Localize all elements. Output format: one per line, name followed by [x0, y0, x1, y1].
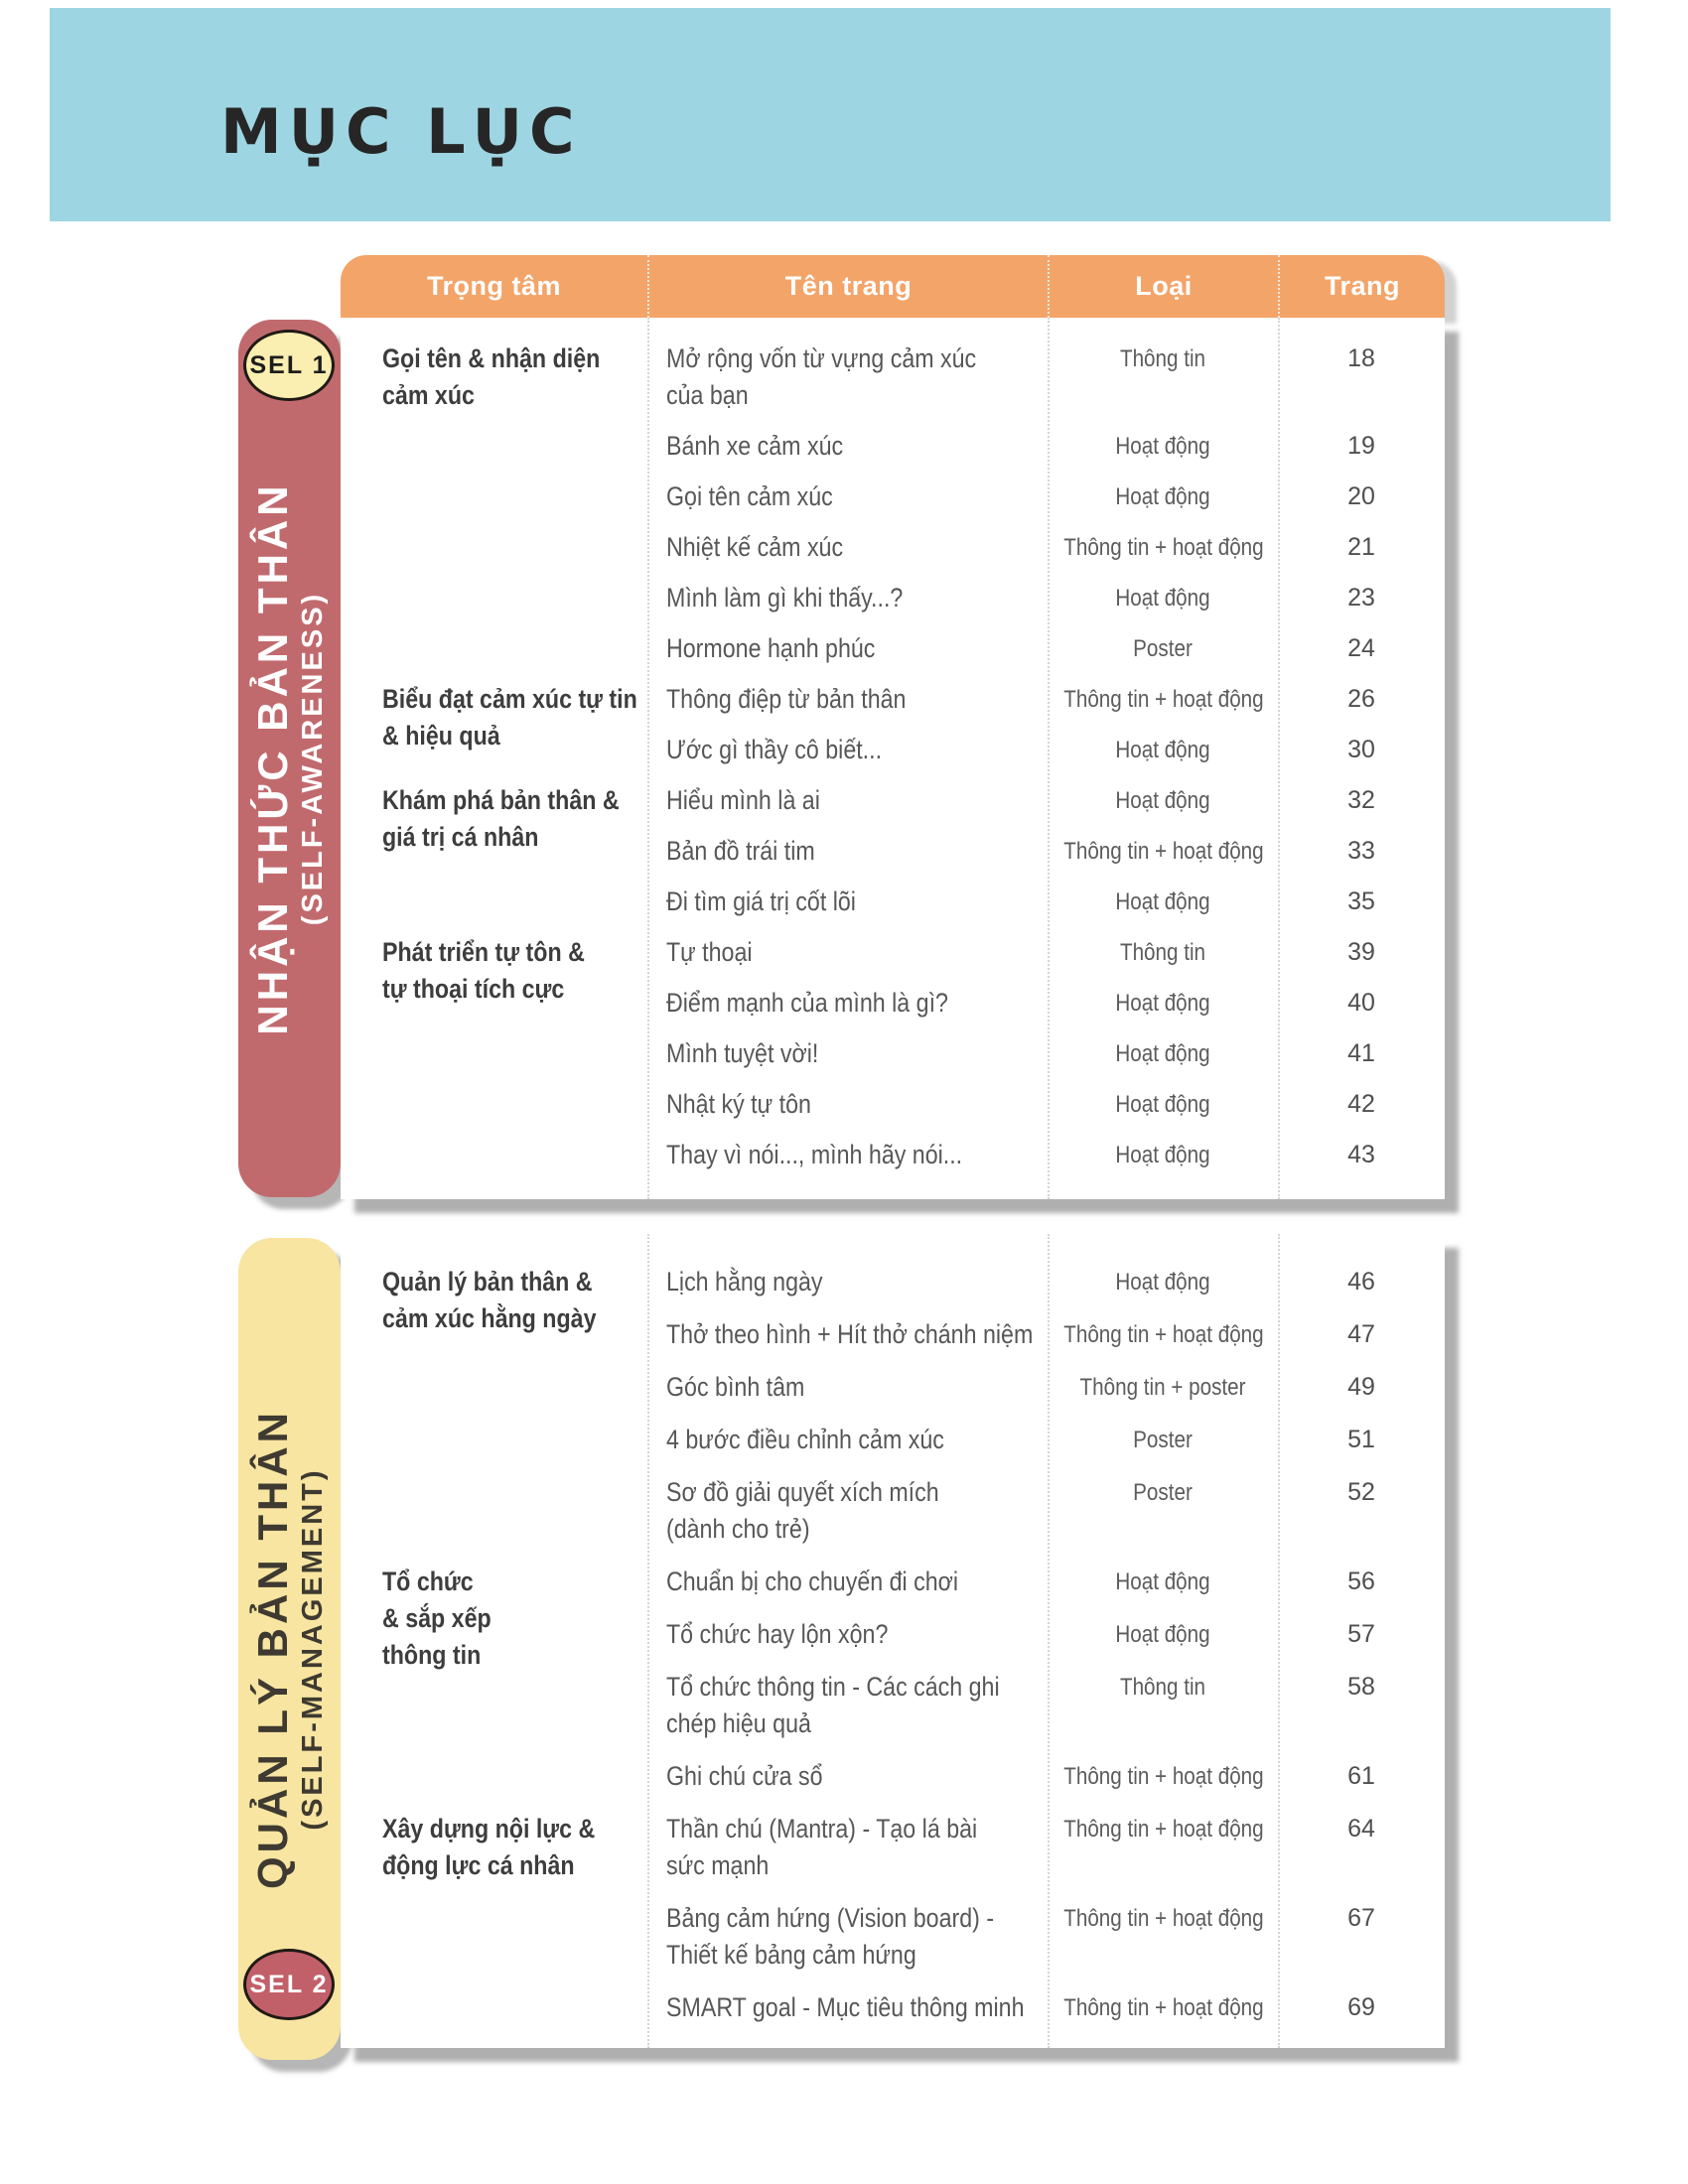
focus-line: Phát triển tự tôn & — [382, 937, 585, 967]
focus-cell — [341, 1256, 647, 1345]
section-label-main: NHẬN THỨC BẢN THÂN — [248, 481, 296, 1035]
focus-line: Gọi tên & nhận diện — [382, 343, 601, 373]
toc-row — [647, 1803, 1445, 1892]
focus-cell — [341, 775, 647, 863]
row-title: Tự thoại — [666, 937, 753, 967]
row-title: Bánh xe cảm xúc — [666, 431, 844, 461]
toc-row — [647, 1308, 1445, 1361]
row-page: 26 — [1347, 685, 1375, 713]
toc-group — [341, 775, 1445, 927]
row-page: 51 — [1347, 1426, 1375, 1453]
row-type: Thông tin + poster — [1079, 1374, 1246, 1401]
row-page: 49 — [1347, 1373, 1375, 1401]
row-title: Hormone hạnh phúc — [666, 633, 876, 663]
row-title: Tổ chức thông tin - Các cách ghi chép hiệu quả — [666, 1672, 1000, 1738]
page-title: MỤC LỤC — [220, 95, 582, 168]
row-type: Hoạt động — [1115, 787, 1210, 814]
row-type: Thông tin + hoạt động — [1063, 838, 1264, 865]
row-title: Thay vì nói..., mình hãy nói... — [666, 1140, 963, 1169]
row-title: SMART goal - Mục tiêu thông minh — [666, 1992, 1025, 2022]
toc-group — [341, 1556, 1445, 1803]
focus-line: & sắp xếp — [382, 1603, 492, 1633]
toc-group — [341, 927, 1445, 1180]
toc-row — [647, 1892, 1445, 1981]
toc-row — [647, 421, 1445, 472]
row-page: 19 — [1347, 432, 1375, 460]
section-label-sub: (SELF-AWARENESS) — [296, 591, 329, 926]
row-page: 41 — [1347, 1039, 1375, 1067]
toc-row — [647, 1750, 1445, 1803]
row-title: Nhiệt kế cảm xúc — [666, 532, 844, 562]
toc-row — [647, 1981, 1445, 2034]
sel-badge: SEL 1 — [243, 330, 335, 401]
row-title: Tổ chức hay lộn xộn? — [666, 1619, 889, 1649]
row-page: 57 — [1347, 1620, 1375, 1648]
focus-line: Tổ chức — [382, 1567, 474, 1596]
row-type: Hoạt động — [1115, 585, 1210, 612]
section-label-main: QUẢN LÝ BẢN THÂN — [248, 1409, 296, 1889]
toc-row — [647, 1608, 1445, 1661]
row-page: 43 — [1347, 1141, 1375, 1168]
sel-badge: SEL 2 — [243, 1949, 335, 2020]
row-title: Ghi chú cửa sổ — [666, 1761, 823, 1791]
focus-line: Biểu đạt cảm xúc tự tin — [382, 684, 637, 714]
row-page: 64 — [1347, 1815, 1375, 1843]
focus-cell — [341, 1803, 647, 1892]
row-title: Bản đồ trái tim — [666, 836, 815, 866]
row-page: 39 — [1347, 938, 1375, 966]
row-page: 32 — [1347, 786, 1375, 814]
focus-line: Quản lý bản thân & — [382, 1267, 593, 1297]
toc-row — [647, 775, 1445, 826]
row-page: 61 — [1347, 1762, 1375, 1790]
toc-group — [341, 334, 1445, 674]
toc-row — [647, 1028, 1445, 1079]
toc-groups — [341, 318, 1445, 1180]
row-page: 56 — [1347, 1568, 1375, 1595]
row-page: 18 — [1347, 344, 1375, 372]
row-page: 20 — [1347, 482, 1375, 510]
row-page: 30 — [1347, 736, 1375, 763]
focus-line: cảm xúc hằng ngày — [382, 1303, 597, 1333]
toc-row — [647, 1361, 1445, 1414]
toc-row — [647, 1661, 1445, 1750]
toc-row — [647, 522, 1445, 573]
focus-line: & hiệu quả — [382, 721, 500, 751]
header-cell-title: Tên trang — [647, 255, 1048, 318]
section-bar — [238, 1238, 341, 2060]
toc-row — [647, 573, 1445, 623]
focus-cell — [341, 927, 647, 1015]
row-type: Thông tin + hoạt động — [1063, 1994, 1264, 2021]
row-page: 67 — [1347, 1904, 1375, 1932]
row-page: 69 — [1347, 1993, 1375, 2021]
focus-line: động lực cá nhân — [382, 1850, 575, 1880]
toc-row — [647, 826, 1445, 877]
toc-row — [647, 472, 1445, 522]
toc-panel — [341, 1234, 1445, 2048]
row-page: 46 — [1347, 1268, 1375, 1296]
row-title: Thông điệp từ bản thân — [666, 684, 907, 714]
toc-row — [647, 674, 1445, 725]
section-label — [250, 1409, 330, 1889]
row-title: Bảng cảm hứng (Vision board) - Thiết kế bảng cảm hứng — [666, 1903, 995, 1970]
row-type: Thông tin + hoạt động — [1063, 1816, 1264, 1843]
row-title: Điểm mạnh của mình là gì? — [666, 988, 948, 1018]
row-title: Mình tuyệt vời! — [666, 1038, 819, 1068]
row-title: Hiểu mình là ai — [666, 785, 820, 815]
row-page: 47 — [1347, 1320, 1375, 1348]
focus-line: giá trị cá nhân — [382, 822, 539, 852]
toc-group — [341, 674, 1445, 775]
toc-group — [341, 1803, 1445, 2034]
row-type: Hoạt động — [1115, 888, 1210, 915]
toc-row — [647, 1414, 1445, 1466]
header-cell-focus: Trọng tâm — [426, 271, 561, 301]
title-band — [50, 8, 1611, 221]
row-title: Thở theo hình + Hít thở chánh niệm — [666, 1319, 1034, 1349]
table-header — [341, 255, 1445, 318]
row-title: Chuẩn bị cho chuyến đi chơi — [666, 1567, 959, 1596]
toc-row — [647, 927, 1445, 978]
toc-row — [647, 877, 1445, 927]
row-type: Thông tin + hoạt động — [1063, 1905, 1264, 1932]
row-page: 24 — [1347, 634, 1375, 662]
focus-line: cảm xúc — [382, 380, 475, 410]
row-type: Thông tin — [1119, 1674, 1206, 1701]
row-page: 33 — [1347, 837, 1375, 865]
row-title: Góc bình tâm — [666, 1372, 805, 1402]
row-type: Hoạt động — [1115, 1091, 1210, 1118]
row-type: Thông tin + hoạt động — [1063, 686, 1264, 713]
toc-row — [647, 1466, 1445, 1556]
header-cell-page: Trang — [1278, 255, 1445, 318]
toc-row — [647, 725, 1445, 775]
toc-panel — [341, 318, 1445, 1199]
toc-row — [647, 623, 1445, 674]
row-type: Thông tin — [1119, 939, 1206, 966]
row-page: 35 — [1347, 887, 1375, 915]
row-type: Hoạt động — [1115, 990, 1210, 1017]
row-type: Hoạt động — [1115, 433, 1210, 460]
row-title: Mở rộng vốn từ vựng cảm xúc của bạn — [666, 343, 977, 410]
toc-row — [647, 1256, 1445, 1308]
row-type: Thông tin — [1119, 345, 1206, 372]
toc-row — [647, 1079, 1445, 1130]
toc-groups — [341, 1234, 1445, 2034]
focus-line: Khám phá bản thân & — [382, 785, 620, 815]
focus-cell — [341, 674, 647, 761]
section-label — [250, 481, 330, 1034]
row-type: Hoạt động — [1115, 1142, 1210, 1168]
row-title: Gọi tên cảm xúc — [666, 481, 833, 511]
row-title: Sơ đồ giải quyết xích mích (dành cho trẻ) — [666, 1477, 939, 1544]
row-title: Nhật ký tự tôn — [666, 1089, 811, 1119]
row-title: Mình làm gì khi thấy...? — [666, 583, 904, 613]
row-type: Hoạt động — [1115, 737, 1210, 763]
row-type: Thông tin + hoạt động — [1063, 1763, 1264, 1790]
section-bar — [238, 320, 341, 1197]
row-title: Thần chú (Mantra) - Tạo lá bài sức mạnh — [666, 1814, 978, 1880]
focus-cell — [341, 334, 647, 421]
row-type: Hoạt động — [1115, 483, 1210, 510]
row-type: Poster — [1133, 1427, 1193, 1453]
toc-row — [647, 978, 1445, 1028]
row-page: 21 — [1347, 533, 1375, 561]
row-page: 42 — [1347, 1090, 1375, 1118]
row-type: Hoạt động — [1115, 1621, 1210, 1648]
toc-group — [341, 1256, 1445, 1556]
row-page: 23 — [1347, 584, 1375, 612]
toc-row — [647, 1130, 1445, 1180]
row-type: Hoạt động — [1115, 1569, 1210, 1595]
toc-row — [647, 1556, 1445, 1608]
row-page: 52 — [1347, 1478, 1375, 1506]
row-type: Poster — [1133, 635, 1193, 662]
row-page: 40 — [1347, 989, 1375, 1017]
toc-row — [647, 334, 1445, 421]
row-type: Thông tin + hoạt động — [1063, 534, 1264, 561]
row-title: 4 bước điều chỉnh cảm xúc — [666, 1425, 944, 1454]
focus-line: tự thoại tích cực — [382, 974, 565, 1004]
row-title: Đi tìm giá trị cốt lõi — [666, 887, 856, 916]
header-cell-type: Loại — [1048, 255, 1278, 318]
focus-line: thông tin — [382, 1640, 482, 1670]
row-title: Lịch hằng ngày — [666, 1267, 823, 1297]
row-type: Hoạt động — [1115, 1040, 1210, 1067]
focus-line: Xây dựng nội lực & — [382, 1814, 596, 1843]
row-page: 58 — [1347, 1673, 1375, 1701]
row-type: Poster — [1133, 1479, 1193, 1506]
row-type: Thông tin + hoạt động — [1063, 1321, 1264, 1348]
focus-cell — [341, 1556, 647, 1682]
row-type: Hoạt động — [1115, 1269, 1210, 1296]
section-label-sub: (SELF-MANAGEMENT) — [296, 1467, 329, 1831]
row-title: Ước gì thầy cô biết... — [666, 735, 883, 764]
